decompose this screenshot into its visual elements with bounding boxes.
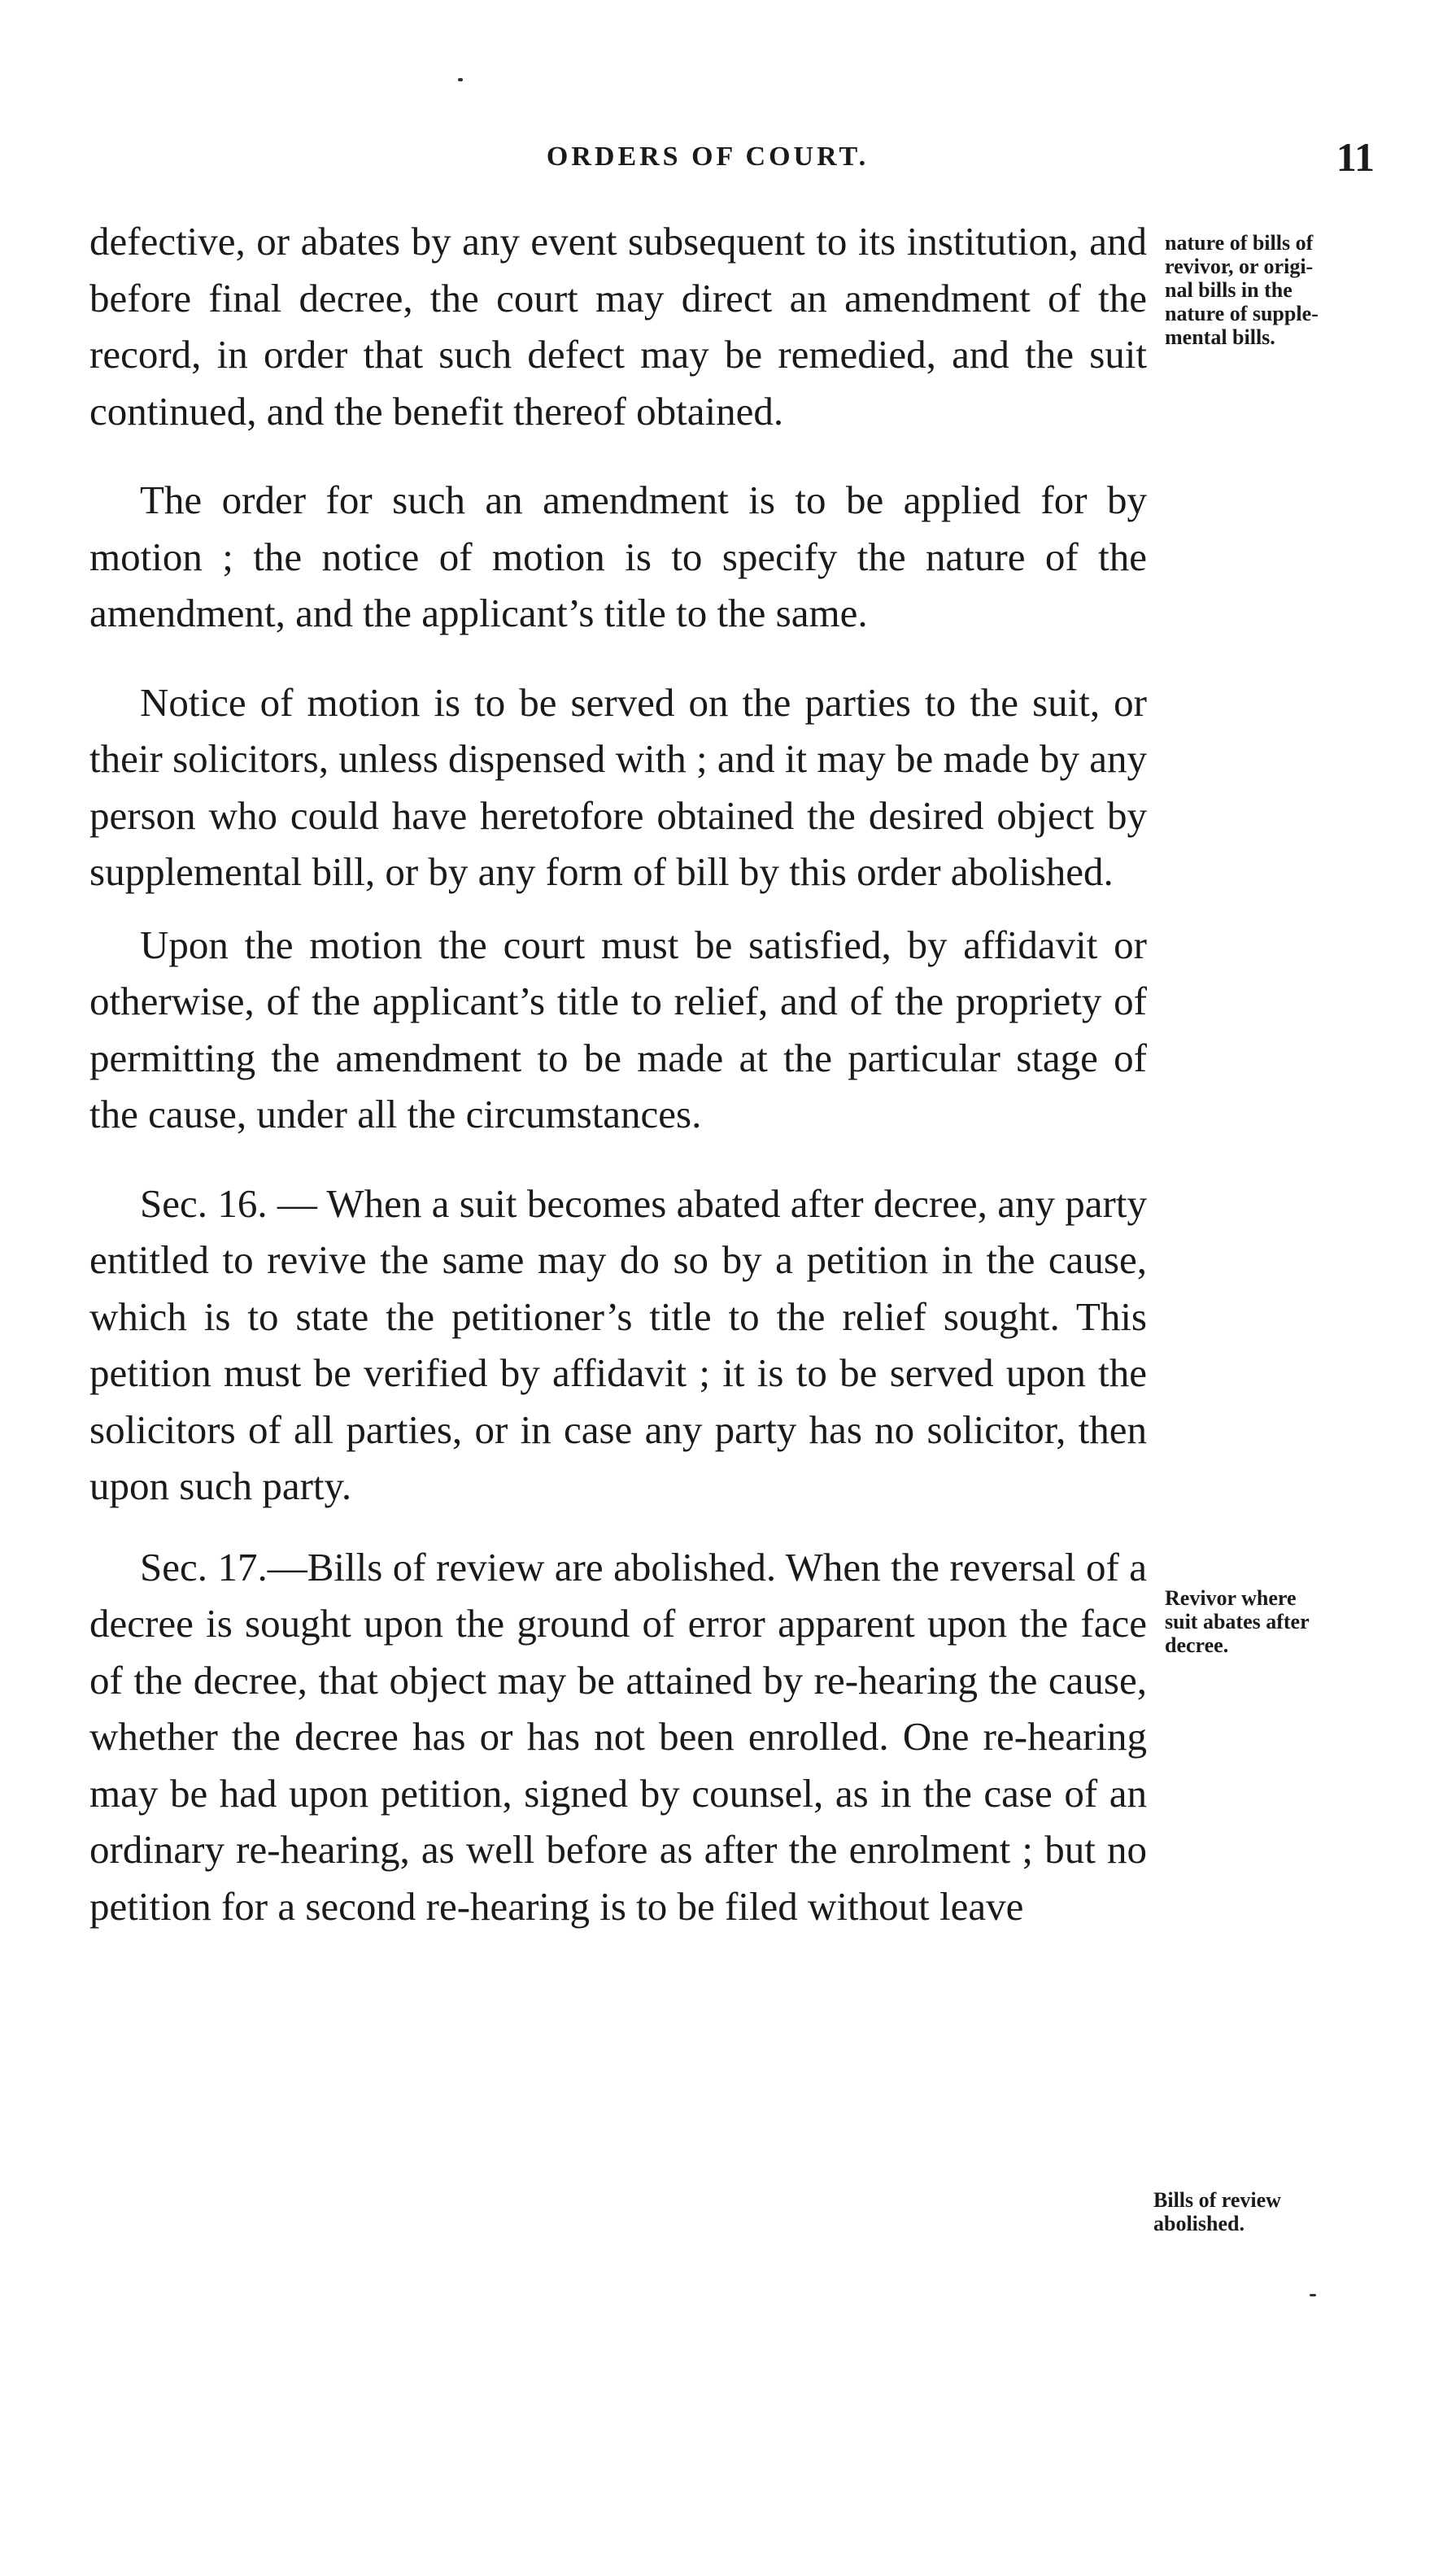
page-number: 11 [1336,134,1375,180]
margin-note-line: nal bills in the [1165,278,1293,302]
margin-note-line: abolished. [1153,2212,1245,2235]
margin-note-supplemental-bills [1165,231,1393,349]
paragraph-sec-17: Sec. 17.—Bills of review are abolished. When the reversal of a decree is sought upon the ground of error apparent upon the face of the decree, that object may be attained by re-hearing the cause, whether the decree has or has not been enrolled. One re-hearing may be had upon petition, signed by counsel, as in the case of an ordinary re-hearing, as well before as after the enrolment ; but no petition for a second re-hearing is to be filed without leave [89,1544,1147,1929]
paragraph-notice-of-motion: Notice of motion is to be served on the parties to the suit, or their solicitors, unless dispensed with ; and it may be made by any person who could have heretofore obtained the desired object by supplemental bill, or by any form of bill by this order abolished. [89,679,1147,894]
print-speck [458,78,463,81]
margin-note-line: nature of bills of [1165,231,1314,255]
margin-note-line: suit abates after [1165,1610,1310,1633]
margin-note-revivor [1165,1586,1393,1657]
margin-note-line: nature of supple- [1165,302,1319,325]
print-speck [1310,2294,1316,2296]
running-title: ORDERS OF COURT. [546,142,870,172]
paragraph-continued: defective, or abates by any event subsequent to its institution, and before final decree, the court may direct an amendment of the record, in order that such defect may be remedied, and the suit continued, and the benefit thereof obtained. [89,219,1147,434]
margin-note-line: revivor, or origi- [1165,255,1314,278]
running-head [81,134,1375,187]
margin-note-line: decree. [1165,1633,1229,1657]
margin-note-bills-of-review [1153,2188,1381,2235]
margin-note-line: mental bills. [1165,325,1275,349]
margin-note-line: Revivor where [1165,1586,1297,1610]
paragraph-sec-16: Sec. 16. — When a suit becomes abated after decree, any party entitled to revive the same may do so by a petition in the cause, which is to state the petitioner’s title to the relief sought. This petition must be verified by affidavit ; it is to be served upon the solicitors of all parties, or in case any party has no solicitor, then upon such party. [89,1180,1147,1508]
margin-note-line: Bills of review [1153,2188,1281,2212]
paragraph-amendment-order: The order for such an amendment is to be applied for by motion ; the notice of motion is to specify the nature of the amendment, and the applicant’s title to the same. [89,477,1147,635]
body-text [89,213,1147,1934]
paragraph-upon-motion: Upon the motion the court must be satisfied, by affidavit or otherwise, of the applicant’s title to relief, and of the propriety of permitting the amendment to be made at the particular stage of the cause, under all the circumstances. [89,922,1147,1136]
